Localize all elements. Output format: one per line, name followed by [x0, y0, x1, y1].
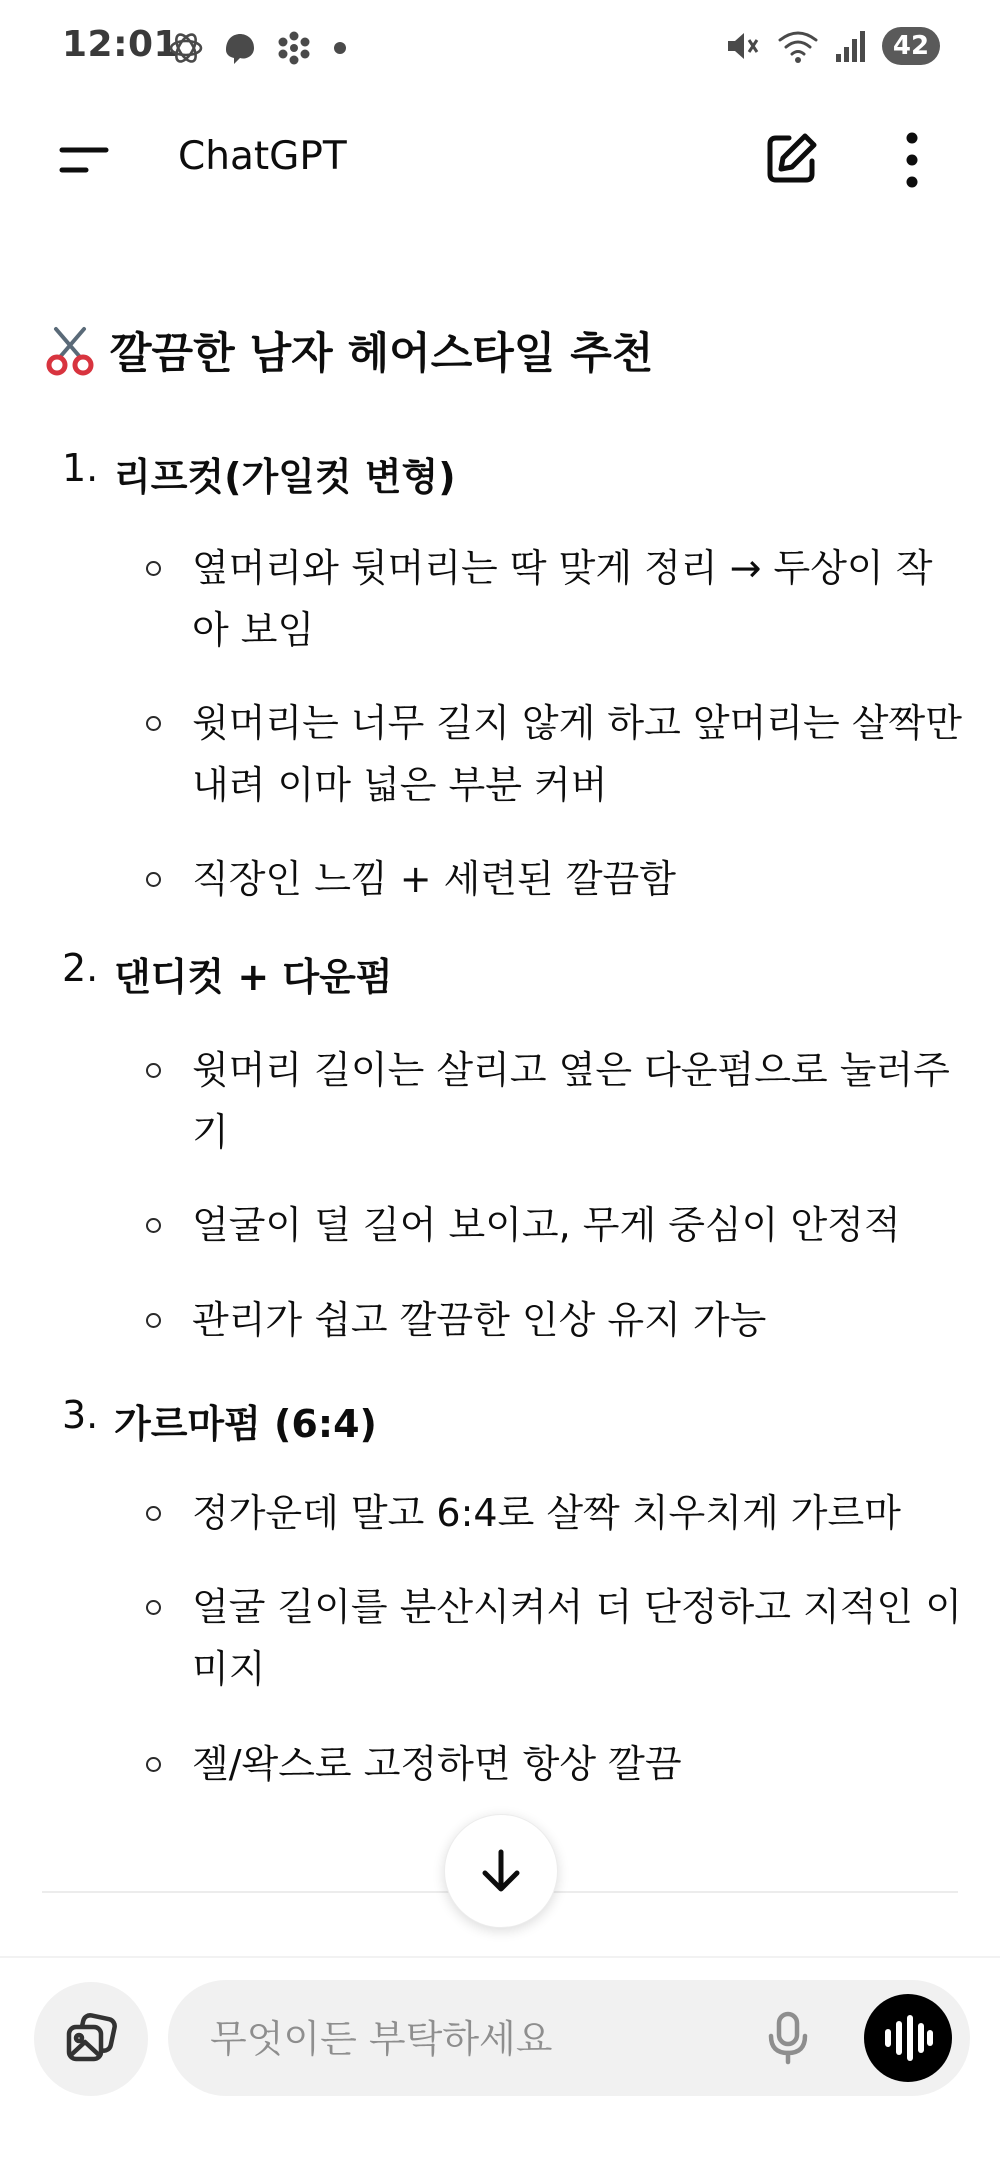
- bullet-text: 직장인 느낌 + 세련된 깔끔함: [192, 857, 676, 901]
- bullet-icon: [146, 872, 161, 887]
- bullet-icon: [146, 716, 161, 731]
- list-title-text: 댄디컷 + 다운펌: [114, 955, 393, 999]
- flower-icon: [274, 28, 314, 68]
- system-icons: [722, 26, 940, 66]
- list-number: 1.: [62, 446, 99, 490]
- list-title-text: 가르마펌 (6:4): [114, 1402, 377, 1446]
- openai-icon: [166, 28, 206, 68]
- notification-icons: [166, 28, 352, 68]
- attach-image-button[interactable]: [34, 1982, 148, 2096]
- image-attach-icon: [61, 2009, 121, 2069]
- list-item-title: [62, 446, 456, 501]
- list-number: 3.: [62, 1393, 99, 1437]
- battery-indicator: 42: [882, 27, 940, 65]
- status-time: 12:01: [62, 24, 180, 65]
- signal-icon: [834, 26, 868, 66]
- message-heading: [44, 320, 653, 381]
- new-chat-button[interactable]: [762, 130, 820, 188]
- bullet-text: 윗머리 길이는 살리고 옆은 다운펌으로 눌러주기: [192, 1048, 950, 1154]
- wifi-icon: [776, 26, 820, 66]
- leaf-icon: [220, 28, 260, 68]
- list-item-title: [62, 946, 393, 1001]
- more-vertical-icon: [888, 130, 936, 190]
- scissors-icon: [44, 325, 96, 377]
- arrow-down-icon: [476, 1846, 526, 1896]
- microphone-icon: [758, 2008, 818, 2068]
- dictation-button[interactable]: [758, 2008, 818, 2068]
- bullet-text: 옆머리와 뒷머리는 딱 맞게 정리 → 두상이 작아 보임: [192, 546, 933, 652]
- bullet-icon: [146, 561, 161, 576]
- heading-text: 깔끔한 남자 헤어스타일 추천: [110, 329, 654, 379]
- scroll-to-bottom-button[interactable]: [444, 1814, 558, 1928]
- status-bar: [0, 0, 1000, 100]
- bullet-text: 윗머리는 너무 길지 않게 하고 앞머리는 살짝만 내려 이마 넓은 부분 커버: [192, 701, 962, 807]
- bullet-text: 정가운데 말고 6:4로 살짝 치우치게 가르마: [192, 1491, 901, 1535]
- bullet-icon: [146, 1313, 161, 1328]
- voice-mode-button[interactable]: [864, 1994, 952, 2082]
- list-title-text: 리프컷(가일컷 변형): [114, 455, 456, 499]
- app-header: [0, 110, 1000, 210]
- dot-icon: [328, 28, 352, 68]
- list-item-title: [62, 1393, 377, 1448]
- composer-divider: [0, 1956, 1000, 1958]
- menu-icon: [56, 140, 116, 180]
- mute-icon: [722, 26, 762, 66]
- bullet-icon: [146, 1600, 161, 1615]
- compose-icon: [762, 130, 820, 188]
- bullet-icon: [146, 1506, 161, 1521]
- app-title[interactable]: ChatGPT: [178, 134, 347, 179]
- bullet-icon: [146, 1757, 161, 1772]
- waveform-icon: [880, 2014, 936, 2062]
- more-options-button[interactable]: [888, 130, 936, 190]
- bullet-icon: [146, 1063, 161, 1078]
- list-number: 2.: [62, 946, 99, 990]
- message-input[interactable]: [208, 2010, 712, 2068]
- bullet-text: 얼굴 길이를 분산시켜서 더 단정하고 지적인 이미지: [192, 1585, 962, 1691]
- bullet-text: 얼굴이 덜 길어 보이고, 무게 중심이 안정적: [192, 1203, 901, 1247]
- bullet-text: 관리가 쉽고 깔끔한 인상 유지 가능: [192, 1298, 767, 1342]
- bullet-icon: [146, 1218, 161, 1233]
- bullet-text: 젤/왁스로 고정하면 항상 깔끔: [192, 1742, 682, 1786]
- sidebar-menu-button[interactable]: [56, 140, 116, 180]
- composer: [168, 1980, 970, 2096]
